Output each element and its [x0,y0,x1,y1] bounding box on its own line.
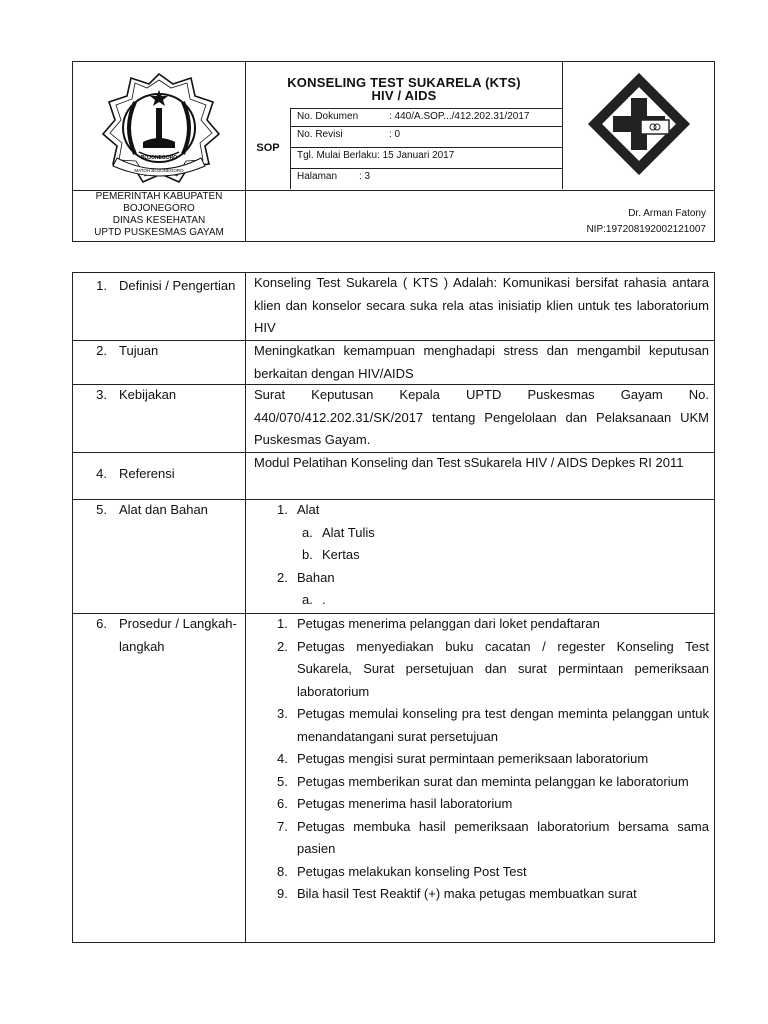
logo-star-icon [150,90,168,106]
government-info: PEMERINTAH KABUPATEN BOJONEGORO DINAS KESEHATAN UPTD PUSKESMAS GAYAM [94,191,224,238]
puskesmas-logo [563,62,716,190]
logo-ribbon-text: MATOH BOJONEGORO [134,168,184,173]
sop-label: SOP [256,142,280,154]
row-label: Prosedur / Langkah-langkah [119,616,237,654]
list-item: 8. Petugas melakukan konseling Post Test [277,863,527,879]
list-item: a. Alat Tulis [302,524,375,540]
doctor-name: Dr. Arman Fatony [628,208,706,219]
list-item: 2. Petugas menyediakan buku cacatan / regester Konseling Test Sukarela, Surat persetujuan dan surat permintaan pemeriksaan laboratorium [277,638,709,699]
meta-no-revisi: No. Revisi : 0 [297,129,401,140]
sop-table [72,272,715,943]
list-item: 3. Petugas memulai konseling pra test dengan meminta pelanggan untuk menandatangani surat persetujuan [277,706,709,744]
bojonegoro-logo [73,62,245,190]
row-label: Alat dan Bahan [119,502,208,517]
doctor-nip: NIP:197208192002121007 [586,224,706,235]
row-label: Kebijakan [119,387,177,402]
row-label: Tujuan [119,343,159,358]
list-item: 6. Petugas menerima hasil laboratorium [277,796,513,811]
list-item: 1. Petugas menerima pelanggan dari loket pendaftaran [277,616,600,631]
table-row: 2. Tujuan Meningkatkan kemampuan menghadapi stress dan mengambil keputusan berkaitan dengan HIV/AIDS [73,340,714,385]
row-text: Konseling Test Sukarela ( KTS ) Adalah: Komunikasi bersifat rahasia antara klien dan konselor secara suka rela atas inisiatip klien untuk tes laboratorium HIV [254,275,709,335]
list-item: 7. Petugas membuka hasil pemeriksaan laboratorium bersama sama pasien [277,818,709,856]
table-row: 5. Alat dan Bahan 1. Alat a. Alat Tulis b. Kertas 2. Bahan a. . [73,499,714,614]
table-row: 6. Prosedur / Langkah-langkah 1. Petugas menerima pelanggan dari loket pendaftaran 2. Petugas menyediakan buku cacatan / regester Konseling Test Sukarela, Surat persetujuan dan surat permintaan pemeriksaan laboratorium 3. Petugas memulai konseling pra test dengan meminta pelanggan untuk menandatangani surat persetujuan 4. Petugas mengisi surat permintaan pemeriksaan laboratorium 5. Petugas memberikan surat dan meminta pelanggan ke laboratorium 6. Petugas menerima hasil laboratorium 7. Petugas membuka hasil pemeriksaan laboratorium bersama sama pasien 8. Petugas melakukan konseling Post Test 9. Bila hasil Test Reaktif (+) maka petugas membuatkan surat [73,613,714,943]
list-item: 5. Petugas memberikan surat dan meminta pelanggan ke laboratorium [277,773,689,789]
logo-text: BOJONEGORO [140,155,178,161]
table-row: 1. Definisi / Pengertian Konseling Test Sukarela ( KTS ) Adalah: Komunikasi bersifat rahasia antara klien dan konselor secara suka rela atas inisiatip klien untuk tes laboratorium HIV [73,273,714,341]
list-item: b. Kertas [302,547,360,562]
meta-no-dokumen: No. Dokumen : 440/A.SOP.../412.202.31/2017 [297,111,530,122]
tools-list [254,499,709,612]
row-text: Modul Pelatihan Konseling dan Test sSukarela HIV / AIDS Depkes RI 2011 [254,455,684,470]
table-row: 4. Referensi Modul Pelatihan Konseling dan Test sSukarela HIV / AIDS Depkes RI 2011 [73,452,714,500]
sop-header [72,61,715,242]
procedure-list [254,613,709,906]
list-item: 1. Alat [277,502,320,517]
meta-halaman: Halaman : 3 [297,171,371,182]
meta-tgl-berlaku: Tgl. Mulai Berlaku: 15 Januari 2017 [297,150,455,161]
list-item: 9. Bila hasil Test Reaktif (+) maka petugas membuatkan surat [277,886,637,901]
row-label: Definisi / Pengertian [119,278,236,293]
row-label: Referensi [119,466,175,481]
document-title: KONSELING TEST SUKARELA (KTS) HIV / AIDS [287,75,521,103]
row-text: Surat Keputusan Kepala UPTD Puskesmas Gayam No. 440/070/412.202.31/SK/2017 tentang Pengelolaan dan Pelaksanaan UKM Puskesmas Gayam. [254,387,709,447]
row-text: Meningkatkan kemampuan menghadapi stress dan mengambil keputusan berkaitan dengan HIV/AIDS [254,343,709,381]
list-item: 2. Bahan [277,569,335,585]
list-item: 4. Petugas mengisi surat permintaan pemeriksaan laboratorium [277,751,649,766]
table-row: 3. Kebijakan Surat Keputusan Kepala UPTD Puskesmas Gayam No. 440/070/412.202.31/SK/2017 tentang Pengelolaan dan Pelaksanaan UKM Puskesmas Gayam. [73,384,714,453]
list-item: a. . [302,592,326,607]
